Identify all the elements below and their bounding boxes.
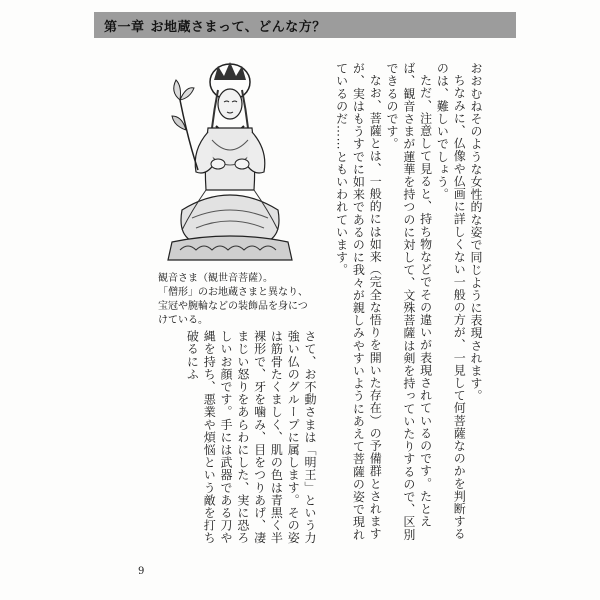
body-text-vertical [312, 62, 484, 548]
figure-caption [158, 272, 308, 328]
paragraph-5: さて、お不動さまは「明王」という力強い仏のグループに属します。その姿は筋骨たくましく、肌の色は青黒く半裸形で、牙を噛み、目をつりあげ、凄まじい怒りをあらわにした、実に恐ろしいお顔です。手には武器である刀や縄を持ち、悪業や煩悩という敵を打ち破るにふ [185, 330, 317, 545]
body-text-vertical-lower [148, 330, 318, 550]
kannon-illustration [152, 60, 304, 270]
chapter-header-bar [94, 12, 516, 38]
paragraph-3: ただ、注意して見ると、持ち物などでその違いが表現されているのです。たとえば、観音さまが蓮華を持つのに対して、文殊菩薩は剣を持っていたりするので、区別できるのです。 [385, 62, 433, 541]
chapter-title: お地蔵さまって、どんな方？ [150, 19, 326, 35]
paragraph-1: おおむねそのような女性的な姿で同じように表現されます。 [469, 62, 483, 403]
kannon-statue-drawing [152, 60, 304, 270]
paragraph-4: なお、菩薩とは、一般的には如来（完全な悟りを開いた存在）の予備群とされますが、実はもうすでに如来であるのに我々が親しみやすいようにあえて菩薩の姿で現れているのだ……ともいわれています。 [334, 62, 383, 541]
page-number: 9 [138, 566, 145, 577]
caption-body: 「僧形」のお地蔵さまと異なり、宝冠や腕輪などの装飾品を身につけている。 [158, 287, 308, 326]
caption-title: 観音さま（観世音菩薩）。 [158, 273, 273, 284]
chapter-number: 第一章 [104, 19, 145, 35]
paragraph-2: ちなみに、仏像や仏画に詳しくない一般の方が、一見して何菩薩なのかを判断するのは、難しいでしょう。 [435, 62, 467, 541]
